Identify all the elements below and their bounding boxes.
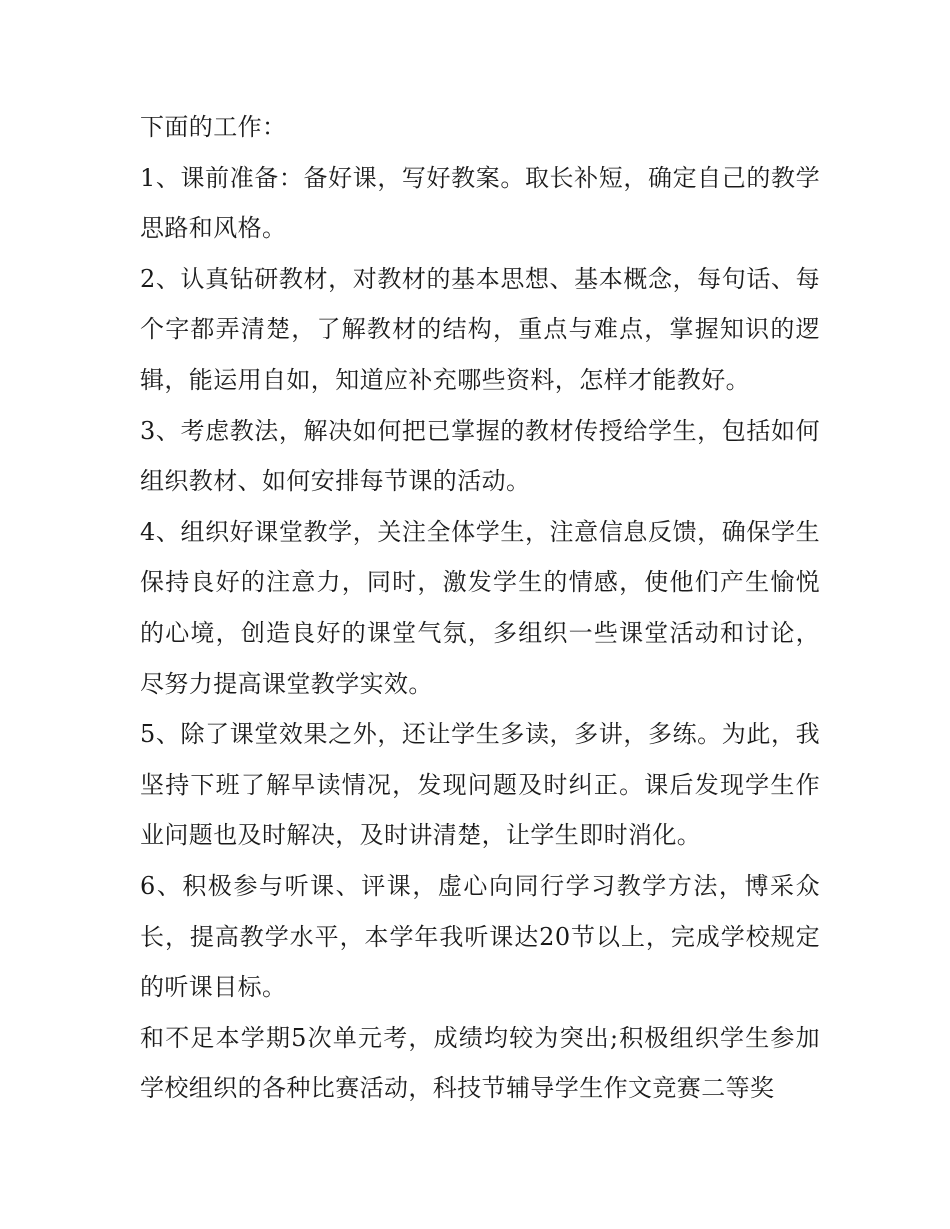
paragraph-intro: 下面的工作： (140, 113, 287, 141)
paragraph-item-5: 5、除了课堂效果之外，还让学生多读，多讲，多练。为此，我坚持下班了解早读情况，发现问题及时纠正。课后发现学生作业问题也及时解决，及时讲清楚，让学生即时消化。 (140, 720, 820, 850)
paragraph-item-1: 1、课前准备：备好课，写好教案。取长补短，确定自己的教学思路和风格。 (140, 163, 820, 243)
paragraph-item-2: 2、认真钻研教材，对教材的基本思想、基本概念，每句话、每个字都弄清楚，了解教材的结构，重点与难点，掌握知识的逻辑，能运用自如，知道应补充哪些资料，怎样才能教好。 (140, 264, 820, 394)
document-body (140, 102, 820, 1114)
paragraph-item-6: 6、积极参与听课、评课，虚心向同行学习教学方法，博采众长，提高教学水平，本学年我听课达20节以上，完成学校规定的听课目标。 (140, 871, 820, 1002)
paragraph-item-3: 3、考虑教法，解决如何把已掌握的教材传授给学生，包括如何组织教材、如何安排每节课的活动。 (140, 416, 820, 496)
paragraph-item-4: 4、组织好课堂教学，关注全体学生，注意信息反馈，确保学生保持良好的注意力，同时，激发学生的情感，使他们产生愉悦的心境，创造良好的课堂气氛，多组织一些课堂活动和讨论，尽努力提高课堂教学实效。 (140, 517, 820, 698)
paragraph-summary: 和不足本学期5次单元考，成绩均较为突出;积极组织学生参加学校组织的各种比赛活动，科技节辅导学生作文竞赛二等奖 (140, 1023, 820, 1103)
